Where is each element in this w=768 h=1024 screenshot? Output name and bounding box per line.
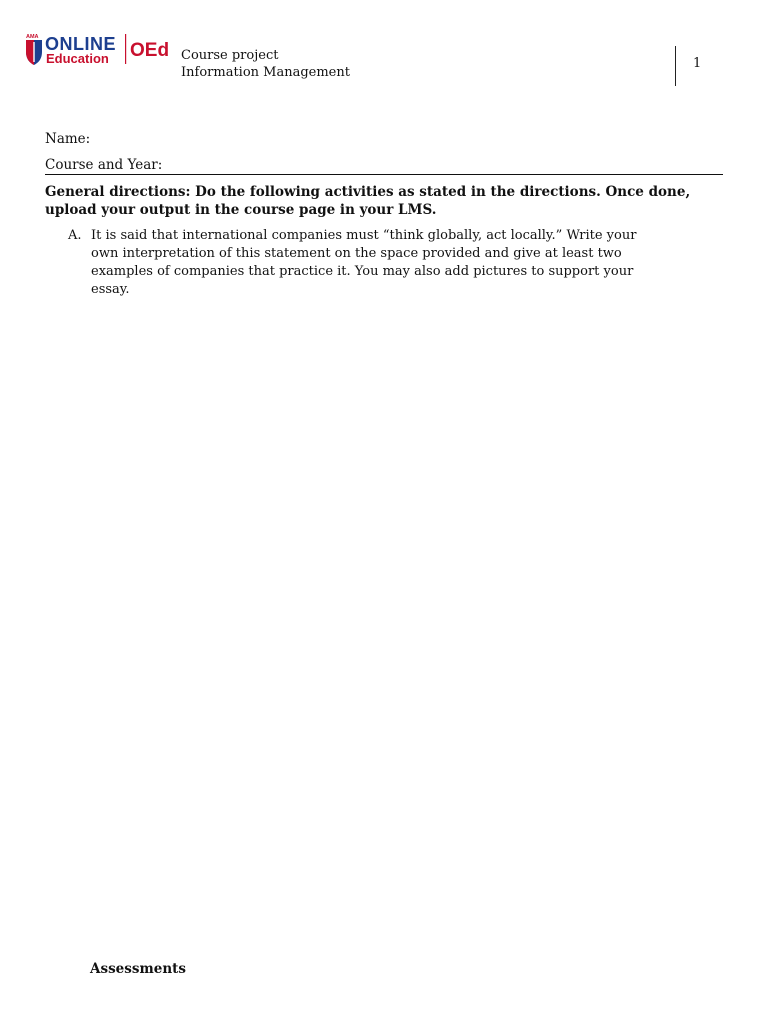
svg-text:Education: Education <box>46 51 109 66</box>
list-item-text: It is said that international companies must “think globally, act locally.” Write your own interpretation of this statement on the space provided and give at least two examples of companies that practice it. You may also add pictures to support your essay. <box>91 228 637 297</box>
course-project-label: Course project <box>181 48 279 63</box>
svg-text:AMA: AMA <box>26 34 39 40</box>
online-education-logo <box>24 30 174 70</box>
svg-text:ONLINE: ONLINE <box>45 34 117 54</box>
subject-title: Information Management <box>181 65 350 80</box>
page-number: 1 <box>693 56 702 71</box>
logo-graphic <box>24 30 174 70</box>
header-divider <box>675 46 676 86</box>
svg-text:OEd: OEd <box>130 40 170 61</box>
assessments-heading: Assessments <box>90 961 186 977</box>
course-year-field-label: Course and Year: <box>45 157 163 173</box>
list-item-marker: A. <box>68 228 82 243</box>
name-field-label: Name: <box>45 131 91 147</box>
general-directions: General directions: Do the following activities as stated in the directions. Once done, upload your output in the course page in your LMS. <box>45 184 691 218</box>
field-underline <box>45 174 723 175</box>
